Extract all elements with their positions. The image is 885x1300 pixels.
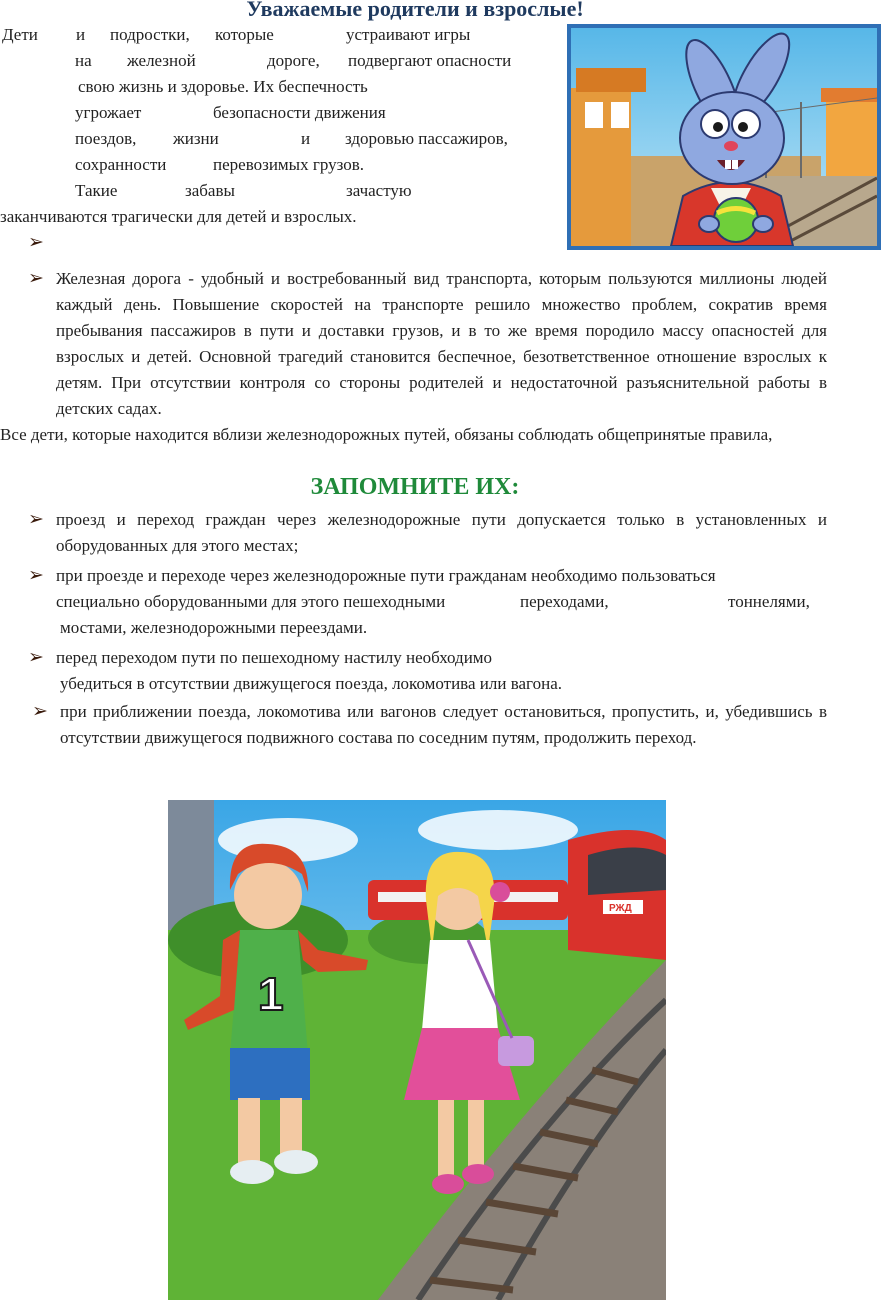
arrow-bullet-icon: ➢ xyxy=(32,701,48,722)
rabbit-cartoon-image xyxy=(567,24,881,250)
rule-2-line-3: мостами, железнодорожными переездами. xyxy=(60,618,368,637)
rule-4: при приближении поезда, локомотива или вагонов следует остановиться, пропустить, и, убедившись в отсутствии движущегося подвижного состава по соседним путям, продолжить переход. xyxy=(60,702,827,747)
intro-line-8: заканчиваются трагически для детей и взрослых. xyxy=(0,207,357,226)
arrow-bullet-icon: ➢ xyxy=(28,509,44,530)
children-on-tracks-image xyxy=(168,800,666,1300)
page-title: Уважаемые родители и взрослые! xyxy=(246,0,584,21)
remember-heading: ЗАПОМНИТЕ ИХ: xyxy=(310,474,520,500)
railway-paragraph: Железная дорога - удобный и востребованный вид транспорта, которым пользуются миллионы людей каждый день. Повышение скоростей на транспорте решило множество проблем, сократив время пребывания пассажиров в пути и доставки грузов, и в то же время породило массу опасностей для взрослых и детей. Основной трагедий становится беспечное, безответственное отношение взрослых к детям. При отсутствии контроля со стороны родителей и недостаточной разъяснительной работы в детских садах. xyxy=(56,269,827,418)
rule-3-line-2: убедиться в отсутствии движущегося поезда, локомотива или вагона. xyxy=(60,674,562,693)
shirt-number: 1 xyxy=(258,968,284,1020)
rule-2-line-2: специально оборудованными для этого пешеходными переходами, тоннелями, xyxy=(56,592,810,611)
arrow-bullet-icon: ➢ xyxy=(28,565,44,586)
rule-1: проезд и переход граждан через железнодорожные пути допускается только в установленных и оборудованных для этого местах; xyxy=(56,510,827,555)
children-railway-illustration xyxy=(168,800,666,1300)
intro-line-3: свою жизнь и здоровье. Их беспечность xyxy=(78,77,368,96)
arrow-bullet-icon: ➢ xyxy=(28,232,44,253)
rabbit-station-illustration xyxy=(571,28,877,246)
rule-2-line-1: при проезде и переходе через железнодорожные пути гражданам необходимо пользоваться xyxy=(56,566,716,585)
arrow-bullet-icon: ➢ xyxy=(28,647,44,668)
arrow-bullet-icon: ➢ xyxy=(28,268,44,289)
train-logo-text: РЖД xyxy=(609,903,632,914)
children-rules-paragraph: Все дети, которые находится вблизи железнодорожных путей, обязаны соблюдать общепринятые правила, xyxy=(0,425,773,444)
rule-3-line-1: перед переходом пути по пешеходному настилу необходимо xyxy=(56,648,493,667)
